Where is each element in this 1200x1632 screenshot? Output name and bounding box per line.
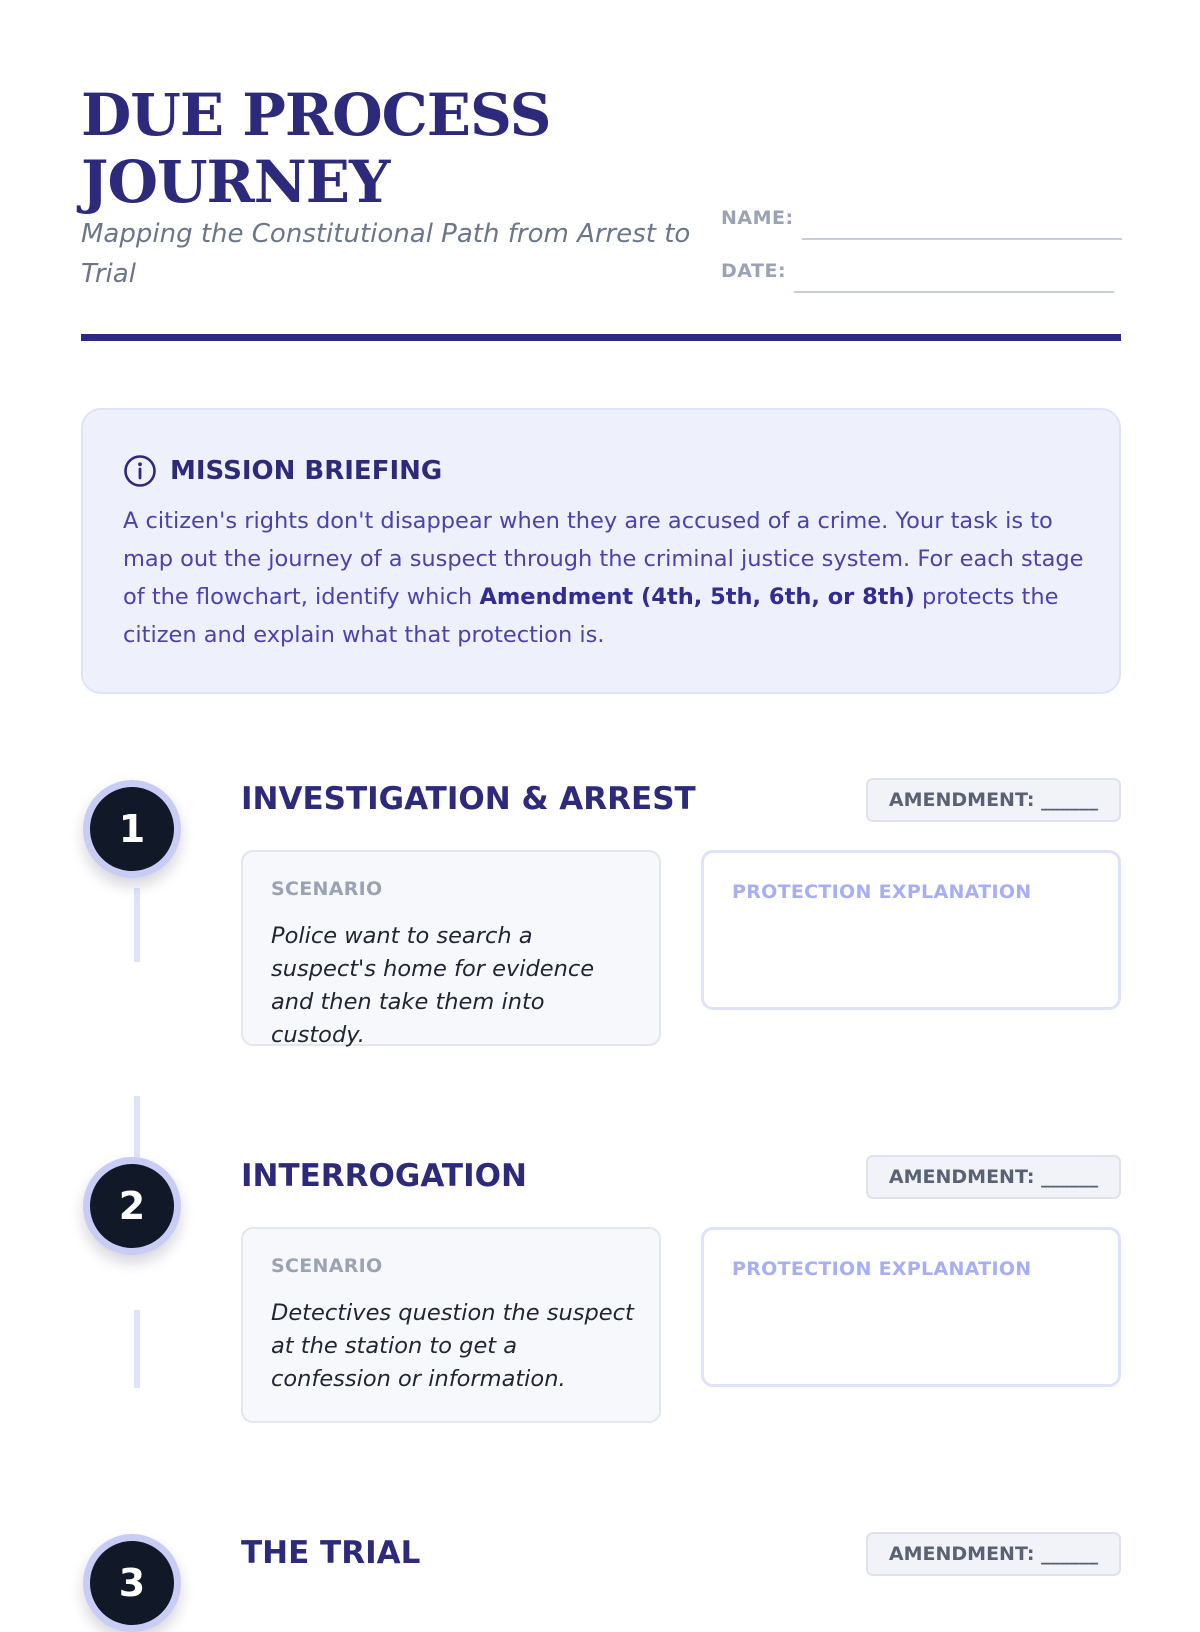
title-line-1: DUE PROCESS [81,81,551,149]
page-title [81,82,641,216]
date-label: DATE: [721,260,787,282]
amendment-field[interactable]: AMENDMENT: ______ [866,1532,1121,1576]
step-number-badge: 2 [83,1157,181,1255]
step-title: INTERROGATION [241,1158,527,1194]
briefing-text-part: A citizen's rights don't disappear when they are accused of a crime. Your task is to map out the journey of a suspect through the criminal justice system. For each stage of the flowchart, identify which [123,508,1084,610]
amendment-field[interactable]: AMENDMENT: ______ [866,1155,1121,1199]
briefing-text-part: protects the citizen and explain what that protection is. [123,584,1059,648]
briefing-heading: MISSION BRIEFING [170,456,443,486]
name-label: NAME: [721,207,794,229]
timeline-connector [134,1310,140,1388]
name-field[interactable] [802,238,1122,240]
mission-briefing [81,408,1121,694]
scenario-label: SCENARIO [271,1255,383,1277]
info-circle-icon [123,454,157,488]
scenario-text: Detectives question the suspect at the station to get a confession or information. [271,1300,634,1392]
scenario-text: Police want to search a suspect's home for evidence and then take them into custody. [271,923,595,1048]
briefing-amendments-highlight: Amendment (4th, 5th, 6th, or 8th) [479,584,915,610]
date-field[interactable] [794,291,1114,293]
step-number-badge: 3 [83,1534,181,1632]
step-title: INVESTIGATION & ARREST [241,781,696,817]
scenario-label: SCENARIO [271,878,383,900]
step-title: THE TRIAL [241,1535,421,1571]
amendment-field[interactable]: AMENDMENT: ______ [866,778,1121,822]
protection-label: PROTECTION EXPLANATION [732,1258,1032,1280]
page-subtitle: Mapping the Constitutional Path from Arrest to Trial [81,219,691,289]
timeline-connector [134,888,140,962]
step-number-badge: 1 [83,780,181,878]
header-divider [81,334,1121,341]
protection-explanation-box[interactable] [701,1227,1121,1387]
briefing-text [123,502,1085,654]
scenario-card [241,1227,661,1423]
scenario-card [241,850,661,1046]
protection-label: PROTECTION EXPLANATION [732,881,1032,903]
protection-explanation-box[interactable] [701,850,1121,1010]
title-line-2: JOURNEY [81,148,390,216]
